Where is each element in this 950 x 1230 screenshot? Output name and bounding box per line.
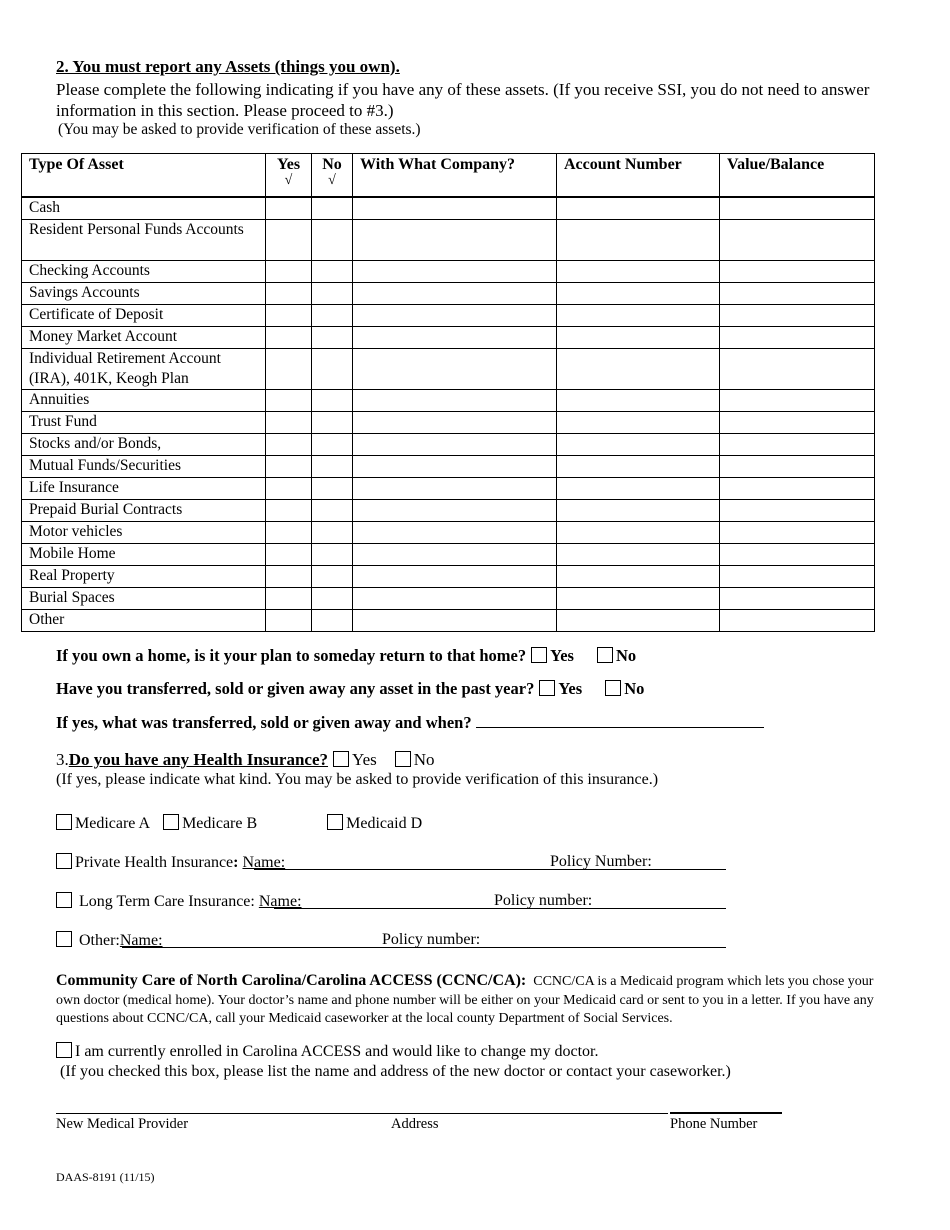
asset-no-cell[interactable] — [312, 349, 353, 390]
asset-type-cell: Mutual Funds/Securities — [22, 456, 266, 478]
section-3-title: 3.Do you have any Health Insurance? Yes No — [56, 750, 435, 769]
ccnc-title: Community Care of North Carolina/Carolina ACCESS (CCNC/CA) — [56, 972, 521, 989]
medicare-a-label: Medicare A — [75, 815, 151, 832]
asset-value-cell[interactable] — [720, 434, 875, 456]
asset-company-cell[interactable] — [353, 566, 557, 588]
asset-value-cell[interactable] — [720, 390, 875, 412]
asset-row — [22, 456, 875, 478]
asset-company-cell[interactable] — [353, 478, 557, 500]
medicare-b-label: Medicare B — [182, 815, 258, 832]
asset-yes-cell[interactable] — [266, 456, 312, 478]
asset-company-cell[interactable] — [353, 349, 557, 390]
asset-company-cell[interactable] — [353, 197, 557, 220]
long-term-care-row — [56, 892, 302, 911]
asset-row — [22, 261, 875, 283]
section-2-title: 2. You must report any Assets (things you own). — [56, 57, 400, 76]
health-insurance-yes-checkbox[interactable] — [333, 751, 349, 767]
long-term-care-checkbox[interactable] — [56, 892, 72, 908]
yes-label: Yes — [558, 679, 583, 698]
asset-row — [22, 305, 875, 327]
asset-row — [22, 588, 875, 610]
asset-company-cell[interactable] — [353, 588, 557, 610]
asset-company-cell[interactable] — [353, 283, 557, 305]
address-label: Address — [391, 1116, 439, 1132]
asset-type-cell: Burial Spaces — [22, 588, 266, 610]
asset-account-cell[interactable] — [557, 197, 720, 220]
phone-number-label: Phone Number — [670, 1116, 758, 1132]
asset-value-cell[interactable] — [720, 456, 875, 478]
asset-row — [22, 566, 875, 588]
long-term-care-label: Long Term Care Insurance: — [79, 893, 255, 910]
asset-no-cell[interactable] — [312, 197, 353, 220]
asset-no-cell[interactable] — [312, 390, 353, 412]
header-account-number: Account Number — [557, 154, 720, 198]
asset-value-cell[interactable] — [720, 349, 875, 390]
asset-no-cell[interactable] — [312, 610, 353, 632]
asset-company-cell[interactable] — [353, 390, 557, 412]
new-medical-provider-label: New Medical Provider — [56, 1116, 189, 1132]
asset-company-cell[interactable] — [353, 544, 557, 566]
other-insurance-checkbox[interactable] — [56, 931, 72, 947]
asset-type-cell: Cash — [22, 197, 266, 220]
form-id: DAAS-8191 (11/15) — [56, 1170, 155, 1184]
medicaid-d-checkbox[interactable] — [327, 814, 343, 830]
asset-account-cell[interactable] — [557, 390, 720, 412]
asset-yes-cell[interactable] — [266, 390, 312, 412]
yes-label: Yes — [550, 646, 574, 665]
asset-type-cell: Prepaid Burial Contracts — [22, 500, 266, 522]
asset-row — [22, 197, 875, 220]
section-2-verification-note: (You may be asked to provide verification of these assets.) — [58, 121, 421, 138]
asset-type-cell: Mobile Home — [22, 544, 266, 566]
asset-account-cell[interactable] — [557, 478, 720, 500]
asset-value-cell[interactable] — [720, 588, 875, 610]
asset-account-cell[interactable] — [557, 610, 720, 632]
asset-yes-cell[interactable] — [266, 412, 312, 434]
asset-account-cell[interactable] — [557, 434, 720, 456]
section-2-intro: Please complete the following indicating if you have any of these assets. (If you receive SSI, you do not need to answer information in this section. Please proceed to #3.) — [56, 80, 870, 120]
medicare-options — [56, 814, 422, 833]
asset-row — [22, 544, 875, 566]
asset-value-cell[interactable] — [720, 610, 875, 632]
asset-row — [22, 220, 875, 261]
question-return-home — [56, 646, 636, 666]
no-label: No — [413, 750, 435, 769]
header-yes — [266, 154, 312, 198]
asset-row — [22, 412, 875, 434]
long-term-policy-number-label: Policy number: — [494, 892, 593, 909]
asset-yes-cell[interactable] — [266, 610, 312, 632]
asset-yes-cell[interactable] — [266, 349, 312, 390]
asset-no-cell[interactable] — [312, 305, 353, 327]
asset-no-cell[interactable] — [312, 261, 353, 283]
asset-no-cell[interactable] — [312, 283, 353, 305]
asset-value-cell[interactable] — [720, 412, 875, 434]
asset-company-cell[interactable] — [353, 522, 557, 544]
asset-type-cell: Stocks and/or Bonds, — [22, 434, 266, 456]
asset-account-cell[interactable] — [557, 522, 720, 544]
question-transferred — [56, 679, 644, 699]
asset-type-cell: Other — [22, 610, 266, 632]
asset-yes-cell[interactable] — [266, 566, 312, 588]
change-doctor-checkbox[interactable] — [56, 1042, 72, 1058]
asset-row — [22, 478, 875, 500]
asset-no-cell[interactable] — [312, 478, 353, 500]
asset-account-cell[interactable] — [557, 261, 720, 283]
asset-yes-cell[interactable] — [266, 327, 312, 349]
header-type-of-asset: Type Of Asset — [22, 154, 266, 198]
transferred-yes-checkbox[interactable] — [539, 680, 555, 696]
no-label: No — [615, 646, 637, 665]
asset-type-cell: Trust Fund — [22, 412, 266, 434]
asset-row — [22, 349, 875, 390]
change-doctor-note: (If you checked this box, please list the name and address of the new doctor or contact your caseworker.) — [60, 1063, 731, 1080]
asset-account-cell[interactable] — [557, 588, 720, 610]
header-no-label: No — [322, 156, 342, 173]
asset-yes-cell[interactable] — [266, 522, 312, 544]
private-insurance-checkbox[interactable] — [56, 853, 72, 869]
asset-row — [22, 522, 875, 544]
what-transferred-input-line[interactable] — [476, 715, 764, 728]
change-doctor-label: I am currently enrolled in Carolina ACCESS and would like to change my doctor. — [75, 1043, 599, 1060]
asset-type-cell: Money Market Account — [22, 327, 266, 349]
asset-account-cell[interactable] — [557, 283, 720, 305]
asset-account-cell[interactable] — [557, 412, 720, 434]
other-insurance-input-line[interactable] — [122, 947, 726, 948]
ccnc-paragraph: Community Care of North Carolina/Carolina ACCESS (CCNC/CA): CCNC/CA is a Medicaid program which lets you chose your own doctor (medical home). Your doctor’s name and phone number will be either on your Medicaid card or sent to you in a letter. If you have any questions about CCNC/CA, call your Medicaid caseworker at the local county Department of Social Services. — [56, 972, 874, 1026]
assets-table — [21, 153, 875, 632]
private-name-label: Name: — [242, 854, 286, 871]
medicare-b-checkbox[interactable] — [163, 814, 179, 830]
asset-account-cell[interactable] — [557, 327, 720, 349]
assets-header-row — [22, 154, 875, 198]
other-policy-number-label: Policy number: — [382, 931, 481, 948]
header-yes-label: Yes — [276, 156, 301, 173]
header-value-balance: Value/Balance — [720, 154, 875, 198]
asset-yes-cell[interactable] — [266, 283, 312, 305]
asset-no-cell[interactable] — [312, 412, 353, 434]
asset-type-cell: Checking Accounts — [22, 261, 266, 283]
asset-company-cell[interactable] — [353, 305, 557, 327]
medicare-a-checkbox[interactable] — [56, 814, 72, 830]
asset-value-cell[interactable] — [720, 261, 875, 283]
asset-yes-cell[interactable] — [266, 305, 312, 327]
asset-yes-cell[interactable] — [266, 434, 312, 456]
asset-yes-cell[interactable] — [266, 478, 312, 500]
no-label: No — [624, 679, 645, 698]
ccnc-body: CCNC/CA is a Medicaid program which lets you chose your own doctor (medical home). Your doctor’s name and phone number will be either on your Medicaid card or sent to you in a letter. If you have any questions about CCNC/CA, call your Medicaid caseworker at the local county Department of Social Services. — [56, 974, 874, 1026]
asset-yes-cell[interactable] — [266, 261, 312, 283]
section-3-question: Do you have any Health Insurance? — [68, 750, 329, 769]
asset-type-cell: Savings Accounts — [22, 283, 266, 305]
question-return-home-label: If you own a home, is it your plan to someday return to that home? — [56, 646, 527, 665]
asset-value-cell[interactable] — [720, 305, 875, 327]
asset-company-cell[interactable] — [353, 456, 557, 478]
asset-type-cell: Resident Personal Funds Accounts — [22, 220, 266, 261]
asset-account-cell[interactable] — [557, 456, 720, 478]
enroll-section — [56, 1042, 731, 1082]
asset-no-cell[interactable] — [312, 522, 353, 544]
asset-account-cell[interactable] — [557, 544, 720, 566]
phone-number-line[interactable] — [670, 1112, 782, 1114]
private-insurance-label: Private Health Insurance — [75, 854, 234, 871]
provider-signature-line[interactable] — [56, 1113, 668, 1114]
asset-company-cell[interactable] — [353, 610, 557, 632]
check-mark-icon: √ — [328, 173, 336, 188]
asset-company-cell[interactable] — [353, 261, 557, 283]
asset-type-cell: Life Insurance — [22, 478, 266, 500]
asset-account-cell[interactable] — [557, 566, 720, 588]
section-3-note: (If yes, please indicate what kind. You may be asked to provide verification of this insurance.) — [56, 771, 659, 788]
asset-account-cell[interactable] — [557, 305, 720, 327]
other-name-label: Name: — [119, 932, 163, 949]
long-term-care-input-line[interactable] — [274, 908, 726, 909]
asset-no-cell[interactable] — [312, 434, 353, 456]
asset-yes-cell[interactable] — [266, 588, 312, 610]
asset-value-cell[interactable] — [720, 544, 875, 566]
asset-row — [22, 610, 875, 632]
asset-no-cell[interactable] — [312, 456, 353, 478]
asset-type-cell: Annuities — [22, 390, 266, 412]
private-insurance-input-line[interactable] — [254, 869, 726, 870]
asset-no-cell[interactable] — [312, 544, 353, 566]
asset-company-cell[interactable] — [353, 500, 557, 522]
asset-value-cell[interactable] — [720, 220, 875, 261]
section-3-number: 3 — [56, 750, 65, 769]
asset-account-cell[interactable] — [557, 349, 720, 390]
long-term-name-label: Name: — [258, 893, 302, 910]
asset-value-cell[interactable] — [720, 500, 875, 522]
question-transferred-label: Have you transferred, sold or given away any asset in the past year? — [56, 679, 535, 698]
asset-row — [22, 434, 875, 456]
asset-no-cell[interactable] — [312, 220, 353, 261]
question-what-transferred-label: If yes, what was transferred, sold or given away and when? — [56, 713, 472, 732]
private-policy-number-label: Policy Number: — [550, 853, 652, 870]
question-what-transferred — [56, 713, 764, 733]
asset-no-cell[interactable] — [312, 588, 353, 610]
asset-company-cell[interactable] — [353, 434, 557, 456]
asset-yes-cell[interactable] — [266, 500, 312, 522]
asset-value-cell[interactable] — [720, 566, 875, 588]
asset-yes-cell[interactable] — [266, 220, 312, 261]
return-home-no-checkbox[interactable] — [597, 647, 613, 663]
asset-type-cell: Real Property — [22, 566, 266, 588]
asset-row — [22, 390, 875, 412]
asset-row — [22, 500, 875, 522]
asset-company-cell[interactable] — [353, 220, 557, 261]
header-no — [312, 154, 353, 198]
asset-type-cell: Certificate of Deposit — [22, 305, 266, 327]
other-insurance-label: Other: — [79, 932, 120, 949]
return-home-yes-checkbox[interactable] — [531, 647, 547, 663]
asset-type-cell: Individual Retirement Account (IRA), 401K, Keogh Plan — [22, 349, 266, 390]
asset-company-cell[interactable] — [353, 327, 557, 349]
asset-value-cell[interactable] — [720, 283, 875, 305]
check-mark-icon: √ — [284, 173, 293, 188]
private-insurance-row: Private Health Insurance: Name: — [56, 853, 285, 872]
asset-value-cell[interactable] — [720, 197, 875, 220]
transferred-no-checkbox[interactable] — [605, 680, 621, 696]
asset-value-cell[interactable] — [720, 522, 875, 544]
asset-value-cell[interactable] — [720, 327, 875, 349]
asset-yes-cell[interactable] — [266, 197, 312, 220]
asset-yes-cell[interactable] — [266, 544, 312, 566]
asset-account-cell[interactable] — [557, 220, 720, 261]
header-company: With What Company? — [353, 154, 557, 198]
asset-company-cell[interactable] — [353, 412, 557, 434]
asset-type-cell: Motor vehicles — [22, 522, 266, 544]
asset-no-cell[interactable] — [312, 566, 353, 588]
yes-label: Yes — [352, 750, 377, 769]
asset-no-cell[interactable] — [312, 327, 353, 349]
asset-value-cell[interactable] — [720, 478, 875, 500]
asset-account-cell[interactable] — [557, 500, 720, 522]
medicaid-d-label: Medicaid D — [346, 815, 423, 832]
health-insurance-no-checkbox[interactable] — [395, 751, 411, 767]
asset-row — [22, 327, 875, 349]
asset-row — [22, 283, 875, 305]
asset-no-cell[interactable] — [312, 500, 353, 522]
